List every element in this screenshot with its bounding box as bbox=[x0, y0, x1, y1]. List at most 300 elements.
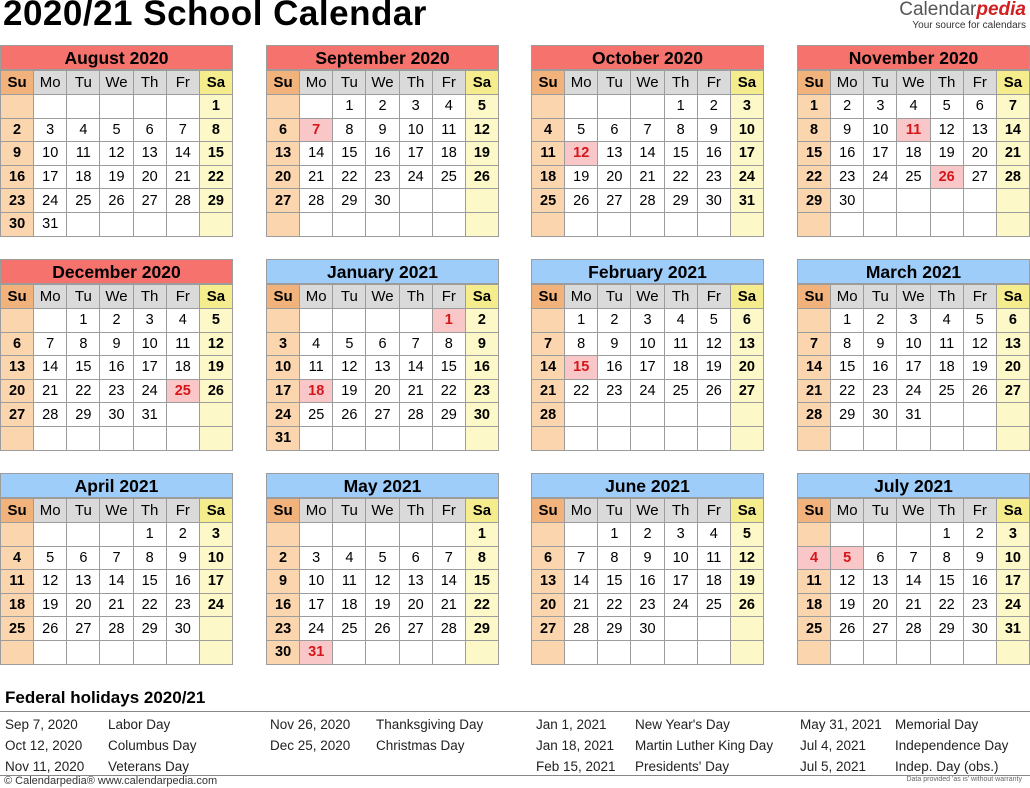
day-cell[interactable]: 16 bbox=[267, 593, 300, 617]
day-cell[interactable]: 13 bbox=[598, 142, 631, 166]
day-cell[interactable]: 8 bbox=[199, 118, 232, 142]
day-cell[interactable]: 17 bbox=[199, 570, 232, 594]
day-cell[interactable]: 3 bbox=[664, 523, 697, 547]
day-cell[interactable]: 10 bbox=[399, 118, 432, 142]
day-cell[interactable]: 21 bbox=[565, 593, 598, 617]
day-cell[interactable]: 3 bbox=[864, 95, 897, 119]
day-cell[interactable]: 19 bbox=[831, 593, 864, 617]
day-cell[interactable]: 2 bbox=[465, 309, 498, 333]
day-cell[interactable]: 28 bbox=[798, 403, 831, 427]
day-cell[interactable]: 5 bbox=[831, 546, 864, 570]
day-cell[interactable]: 23 bbox=[963, 593, 996, 617]
day-cell[interactable]: 6 bbox=[598, 118, 631, 142]
day-cell[interactable]: 11 bbox=[432, 118, 465, 142]
day-cell[interactable]: 10 bbox=[897, 332, 930, 356]
day-cell[interactable]: 15 bbox=[432, 356, 465, 380]
day-cell[interactable]: 20 bbox=[399, 593, 432, 617]
day-cell[interactable]: 30 bbox=[1, 212, 34, 236]
day-cell[interactable]: 5 bbox=[333, 332, 366, 356]
day-cell[interactable]: 8 bbox=[67, 332, 100, 356]
day-cell[interactable]: 22 bbox=[432, 379, 465, 403]
day-cell[interactable]: 12 bbox=[333, 356, 366, 380]
day-cell[interactable]: 8 bbox=[432, 332, 465, 356]
day-cell[interactable]: 27 bbox=[864, 617, 897, 641]
day-cell[interactable]: 25 bbox=[67, 189, 100, 213]
day-cell[interactable]: 28 bbox=[565, 617, 598, 641]
day-cell[interactable]: 1 bbox=[930, 523, 963, 547]
day-cell[interactable]: 23 bbox=[1, 189, 34, 213]
day-cell[interactable]: 19 bbox=[199, 356, 232, 380]
day-cell[interactable]: 26 bbox=[199, 379, 232, 403]
day-cell[interactable]: 27 bbox=[399, 617, 432, 641]
day-cell[interactable]: 21 bbox=[166, 165, 199, 189]
day-cell[interactable]: 21 bbox=[798, 379, 831, 403]
day-cell[interactable]: 14 bbox=[631, 142, 664, 166]
day-cell[interactable]: 21 bbox=[631, 165, 664, 189]
day-cell[interactable]: 24 bbox=[897, 379, 930, 403]
day-cell[interactable]: 6 bbox=[996, 309, 1029, 333]
day-cell[interactable]: 27 bbox=[963, 165, 996, 189]
day-cell[interactable]: 1 bbox=[565, 309, 598, 333]
day-cell[interactable]: 26 bbox=[333, 403, 366, 427]
day-cell[interactable]: 6 bbox=[267, 118, 300, 142]
day-cell[interactable]: 17 bbox=[996, 570, 1029, 594]
day-cell[interactable]: 10 bbox=[267, 356, 300, 380]
day-cell[interactable]: 18 bbox=[697, 570, 730, 594]
day-cell[interactable]: 25 bbox=[897, 165, 930, 189]
day-cell[interactable]: 17 bbox=[664, 570, 697, 594]
day-cell[interactable]: 10 bbox=[730, 118, 763, 142]
day-cell[interactable]: 13 bbox=[1, 356, 34, 380]
day-cell[interactable]: 15 bbox=[67, 356, 100, 380]
day-cell[interactable]: 4 bbox=[432, 95, 465, 119]
day-cell[interactable]: 6 bbox=[864, 546, 897, 570]
day-cell[interactable]: 7 bbox=[565, 546, 598, 570]
day-cell[interactable]: 11 bbox=[532, 142, 565, 166]
day-cell[interactable]: 4 bbox=[897, 95, 930, 119]
day-cell[interactable]: 2 bbox=[697, 95, 730, 119]
day-cell[interactable]: 24 bbox=[34, 189, 67, 213]
day-cell[interactable]: 23 bbox=[864, 379, 897, 403]
day-cell[interactable]: 19 bbox=[697, 356, 730, 380]
day-cell[interactable]: 29 bbox=[133, 617, 166, 641]
day-cell[interactable]: 10 bbox=[133, 332, 166, 356]
day-cell[interactable]: 22 bbox=[598, 593, 631, 617]
day-cell[interactable]: 5 bbox=[366, 546, 399, 570]
day-cell[interactable]: 20 bbox=[67, 593, 100, 617]
day-cell[interactable]: 6 bbox=[399, 546, 432, 570]
day-cell[interactable]: 1 bbox=[133, 523, 166, 547]
day-cell[interactable]: 24 bbox=[864, 165, 897, 189]
day-cell[interactable]: 7 bbox=[432, 546, 465, 570]
day-cell[interactable]: 4 bbox=[532, 118, 565, 142]
day-cell[interactable]: 13 bbox=[532, 570, 565, 594]
day-cell[interactable]: 29 bbox=[465, 617, 498, 641]
brand-logo[interactable] bbox=[899, 0, 1026, 31]
day-cell[interactable]: 2 bbox=[631, 523, 664, 547]
day-cell[interactable]: 2 bbox=[864, 309, 897, 333]
day-cell[interactable]: 6 bbox=[532, 546, 565, 570]
day-cell[interactable]: 31 bbox=[897, 403, 930, 427]
day-cell[interactable]: 8 bbox=[831, 332, 864, 356]
day-cell[interactable]: 19 bbox=[465, 142, 498, 166]
day-cell[interactable]: 3 bbox=[199, 523, 232, 547]
day-cell[interactable]: 22 bbox=[67, 379, 100, 403]
day-cell[interactable]: 3 bbox=[399, 95, 432, 119]
day-cell[interactable]: 16 bbox=[1, 165, 34, 189]
day-cell[interactable]: 3 bbox=[631, 309, 664, 333]
day-cell[interactable]: 28 bbox=[166, 189, 199, 213]
day-cell[interactable]: 23 bbox=[697, 165, 730, 189]
day-cell[interactable]: 31 bbox=[730, 189, 763, 213]
day-cell[interactable]: 13 bbox=[67, 570, 100, 594]
day-cell[interactable]: 31 bbox=[996, 617, 1029, 641]
day-cell[interactable]: 9 bbox=[864, 332, 897, 356]
day-cell[interactable]: 25 bbox=[333, 617, 366, 641]
day-cell[interactable]: 16 bbox=[697, 142, 730, 166]
day-cell[interactable]: 20 bbox=[598, 165, 631, 189]
day-cell[interactable]: 14 bbox=[798, 356, 831, 380]
day-cell[interactable]: 14 bbox=[565, 570, 598, 594]
day-cell[interactable]: 15 bbox=[598, 570, 631, 594]
day-cell[interactable]: 7 bbox=[399, 332, 432, 356]
day-cell[interactable]: 7 bbox=[798, 332, 831, 356]
day-cell[interactable]: 19 bbox=[333, 379, 366, 403]
day-cell[interactable]: 25 bbox=[432, 165, 465, 189]
day-cell[interactable]: 4 bbox=[166, 309, 199, 333]
day-cell[interactable]: 26 bbox=[565, 189, 598, 213]
day-cell[interactable]: 9 bbox=[366, 118, 399, 142]
day-cell[interactable]: 30 bbox=[864, 403, 897, 427]
day-cell[interactable]: 11 bbox=[67, 142, 100, 166]
day-cell[interactable]: 27 bbox=[267, 189, 300, 213]
day-cell[interactable]: 23 bbox=[100, 379, 133, 403]
day-cell[interactable]: 29 bbox=[831, 403, 864, 427]
day-cell[interactable]: 27 bbox=[996, 379, 1029, 403]
day-cell[interactable]: 15 bbox=[831, 356, 864, 380]
day-cell[interactable]: 22 bbox=[930, 593, 963, 617]
day-cell[interactable]: 1 bbox=[199, 95, 232, 119]
day-cell[interactable]: 6 bbox=[133, 118, 166, 142]
day-cell[interactable]: 28 bbox=[996, 165, 1029, 189]
day-cell[interactable]: 30 bbox=[100, 403, 133, 427]
day-cell[interactable]: 31 bbox=[267, 426, 300, 450]
day-cell[interactable]: 18 bbox=[432, 142, 465, 166]
day-cell[interactable]: 8 bbox=[465, 546, 498, 570]
day-cell[interactable]: 12 bbox=[199, 332, 232, 356]
day-cell[interactable]: 16 bbox=[598, 356, 631, 380]
day-cell[interactable]: 5 bbox=[199, 309, 232, 333]
day-cell[interactable]: 19 bbox=[366, 593, 399, 617]
day-cell[interactable]: 15 bbox=[465, 570, 498, 594]
day-cell[interactable]: 8 bbox=[333, 118, 366, 142]
day-cell[interactable]: 29 bbox=[333, 189, 366, 213]
day-cell[interactable]: 21 bbox=[897, 593, 930, 617]
day-cell[interactable]: 22 bbox=[664, 165, 697, 189]
day-cell[interactable]: 24 bbox=[133, 379, 166, 403]
day-cell[interactable]: 25 bbox=[532, 189, 565, 213]
day-cell[interactable]: 22 bbox=[333, 165, 366, 189]
day-cell[interactable]: 14 bbox=[532, 356, 565, 380]
day-cell[interactable]: 22 bbox=[133, 593, 166, 617]
day-cell[interactable]: 11 bbox=[333, 570, 366, 594]
day-cell[interactable]: 5 bbox=[930, 95, 963, 119]
day-cell[interactable]: 12 bbox=[831, 570, 864, 594]
day-cell[interactable]: 17 bbox=[897, 356, 930, 380]
day-cell[interactable]: 9 bbox=[1, 142, 34, 166]
day-cell[interactable]: 10 bbox=[631, 332, 664, 356]
day-cell[interactable]: 17 bbox=[133, 356, 166, 380]
day-cell[interactable]: 18 bbox=[67, 165, 100, 189]
day-cell[interactable]: 14 bbox=[300, 142, 333, 166]
day-cell[interactable]: 27 bbox=[598, 189, 631, 213]
day-cell[interactable]: 7 bbox=[100, 546, 133, 570]
day-cell[interactable]: 8 bbox=[798, 118, 831, 142]
day-cell[interactable]: 11 bbox=[697, 546, 730, 570]
day-cell[interactable]: 23 bbox=[831, 165, 864, 189]
day-cell[interactable]: 29 bbox=[67, 403, 100, 427]
day-cell[interactable]: 14 bbox=[432, 570, 465, 594]
day-cell[interactable]: 4 bbox=[798, 546, 831, 570]
day-cell[interactable]: 12 bbox=[930, 118, 963, 142]
day-cell[interactable]: 15 bbox=[565, 356, 598, 380]
day-cell[interactable]: 24 bbox=[199, 593, 232, 617]
day-cell[interactable]: 13 bbox=[366, 356, 399, 380]
day-cell[interactable]: 24 bbox=[996, 593, 1029, 617]
day-cell[interactable]: 3 bbox=[897, 309, 930, 333]
day-cell[interactable]: 20 bbox=[963, 142, 996, 166]
day-cell[interactable]: 11 bbox=[664, 332, 697, 356]
day-cell[interactable]: 2 bbox=[366, 95, 399, 119]
day-cell[interactable]: 21 bbox=[100, 593, 133, 617]
day-cell[interactable]: 18 bbox=[300, 379, 333, 403]
day-cell[interactable]: 6 bbox=[366, 332, 399, 356]
day-cell[interactable]: 27 bbox=[67, 617, 100, 641]
day-cell[interactable]: 24 bbox=[300, 617, 333, 641]
day-cell[interactable]: 16 bbox=[465, 356, 498, 380]
day-cell[interactable]: 20 bbox=[267, 165, 300, 189]
day-cell[interactable]: 17 bbox=[267, 379, 300, 403]
day-cell[interactable]: 16 bbox=[831, 142, 864, 166]
day-cell[interactable]: 28 bbox=[532, 403, 565, 427]
day-cell[interactable]: 30 bbox=[697, 189, 730, 213]
day-cell[interactable]: 18 bbox=[166, 356, 199, 380]
day-cell[interactable]: 7 bbox=[300, 118, 333, 142]
day-cell[interactable]: 10 bbox=[664, 546, 697, 570]
day-cell[interactable]: 2 bbox=[831, 95, 864, 119]
day-cell[interactable]: 31 bbox=[133, 403, 166, 427]
day-cell[interactable]: 26 bbox=[930, 165, 963, 189]
day-cell[interactable]: 1 bbox=[432, 309, 465, 333]
day-cell[interactable]: 5 bbox=[565, 118, 598, 142]
day-cell[interactable]: 18 bbox=[1, 593, 34, 617]
day-cell[interactable]: 16 bbox=[631, 570, 664, 594]
day-cell[interactable]: 3 bbox=[300, 546, 333, 570]
day-cell[interactable]: 4 bbox=[333, 546, 366, 570]
day-cell[interactable]: 1 bbox=[465, 523, 498, 547]
day-cell[interactable]: 4 bbox=[697, 523, 730, 547]
day-cell[interactable]: 6 bbox=[1, 332, 34, 356]
day-cell[interactable]: 25 bbox=[930, 379, 963, 403]
day-cell[interactable]: 1 bbox=[664, 95, 697, 119]
day-cell[interactable]: 24 bbox=[399, 165, 432, 189]
day-cell[interactable]: 8 bbox=[598, 546, 631, 570]
day-cell[interactable]: 18 bbox=[532, 165, 565, 189]
day-cell[interactable]: 21 bbox=[300, 165, 333, 189]
day-cell[interactable]: 12 bbox=[34, 570, 67, 594]
day-cell[interactable]: 23 bbox=[366, 165, 399, 189]
day-cell[interactable]: 10 bbox=[199, 546, 232, 570]
day-cell[interactable]: 4 bbox=[1, 546, 34, 570]
day-cell[interactable]: 3 bbox=[34, 118, 67, 142]
day-cell[interactable]: 1 bbox=[333, 95, 366, 119]
day-cell[interactable]: 6 bbox=[730, 309, 763, 333]
day-cell[interactable]: 20 bbox=[532, 593, 565, 617]
day-cell[interactable]: 4 bbox=[300, 332, 333, 356]
day-cell[interactable]: 30 bbox=[831, 189, 864, 213]
day-cell[interactable]: 29 bbox=[664, 189, 697, 213]
day-cell[interactable]: 23 bbox=[631, 593, 664, 617]
day-cell[interactable]: 5 bbox=[100, 118, 133, 142]
day-cell[interactable]: 13 bbox=[864, 570, 897, 594]
day-cell[interactable]: 12 bbox=[963, 332, 996, 356]
day-cell[interactable]: 21 bbox=[399, 379, 432, 403]
day-cell[interactable]: 17 bbox=[631, 356, 664, 380]
day-cell[interactable]: 19 bbox=[930, 142, 963, 166]
day-cell[interactable]: 18 bbox=[897, 142, 930, 166]
day-cell[interactable]: 26 bbox=[730, 593, 763, 617]
day-cell[interactable]: 20 bbox=[996, 356, 1029, 380]
day-cell[interactable]: 9 bbox=[465, 332, 498, 356]
day-cell[interactable]: 28 bbox=[399, 403, 432, 427]
day-cell[interactable]: 16 bbox=[166, 570, 199, 594]
day-cell[interactable]: 15 bbox=[133, 570, 166, 594]
day-cell[interactable]: 9 bbox=[267, 570, 300, 594]
day-cell[interactable]: 22 bbox=[831, 379, 864, 403]
day-cell[interactable]: 18 bbox=[664, 356, 697, 380]
day-cell[interactable]: 12 bbox=[465, 118, 498, 142]
day-cell[interactable]: 29 bbox=[432, 403, 465, 427]
day-cell[interactable]: 26 bbox=[831, 617, 864, 641]
day-cell[interactable]: 17 bbox=[300, 593, 333, 617]
day-cell[interactable]: 5 bbox=[730, 523, 763, 547]
day-cell[interactable]: 6 bbox=[67, 546, 100, 570]
day-cell[interactable]: 21 bbox=[432, 593, 465, 617]
day-cell[interactable]: 17 bbox=[864, 142, 897, 166]
day-cell[interactable]: 29 bbox=[199, 189, 232, 213]
day-cell[interactable]: 4 bbox=[930, 309, 963, 333]
day-cell[interactable]: 7 bbox=[532, 332, 565, 356]
day-cell[interactable]: 23 bbox=[166, 593, 199, 617]
day-cell[interactable]: 8 bbox=[664, 118, 697, 142]
day-cell[interactable]: 25 bbox=[300, 403, 333, 427]
day-cell[interactable]: 3 bbox=[133, 309, 166, 333]
day-cell[interactable]: 7 bbox=[996, 95, 1029, 119]
day-cell[interactable]: 31 bbox=[34, 212, 67, 236]
day-cell[interactable]: 21 bbox=[532, 379, 565, 403]
day-cell[interactable]: 26 bbox=[697, 379, 730, 403]
day-cell[interactable]: 24 bbox=[267, 403, 300, 427]
day-cell[interactable]: 14 bbox=[897, 570, 930, 594]
day-cell[interactable]: 22 bbox=[565, 379, 598, 403]
day-cell[interactable]: 30 bbox=[366, 189, 399, 213]
day-cell[interactable]: 1 bbox=[798, 95, 831, 119]
day-cell[interactable]: 24 bbox=[730, 165, 763, 189]
day-cell[interactable]: 14 bbox=[399, 356, 432, 380]
day-cell[interactable]: 17 bbox=[34, 165, 67, 189]
day-cell[interactable]: 26 bbox=[963, 379, 996, 403]
day-cell[interactable]: 11 bbox=[300, 356, 333, 380]
day-cell[interactable]: 28 bbox=[631, 189, 664, 213]
day-cell[interactable]: 14 bbox=[34, 356, 67, 380]
day-cell[interactable]: 16 bbox=[963, 570, 996, 594]
day-cell[interactable]: 9 bbox=[100, 332, 133, 356]
day-cell[interactable]: 9 bbox=[166, 546, 199, 570]
day-cell[interactable]: 25 bbox=[664, 379, 697, 403]
day-cell[interactable]: 5 bbox=[465, 95, 498, 119]
day-cell[interactable]: 2 bbox=[100, 309, 133, 333]
day-cell[interactable]: 4 bbox=[67, 118, 100, 142]
day-cell[interactable]: 22 bbox=[465, 593, 498, 617]
day-cell[interactable]: 11 bbox=[1, 570, 34, 594]
day-cell[interactable]: 20 bbox=[864, 593, 897, 617]
day-cell[interactable]: 20 bbox=[133, 165, 166, 189]
day-cell[interactable]: 2 bbox=[267, 546, 300, 570]
day-cell[interactable]: 2 bbox=[166, 523, 199, 547]
day-cell[interactable]: 14 bbox=[100, 570, 133, 594]
day-cell[interactable]: 16 bbox=[864, 356, 897, 380]
day-cell[interactable]: 16 bbox=[366, 142, 399, 166]
day-cell[interactable]: 15 bbox=[333, 142, 366, 166]
day-cell[interactable]: 21 bbox=[34, 379, 67, 403]
day-cell[interactable]: 28 bbox=[300, 189, 333, 213]
day-cell[interactable]: 20 bbox=[1, 379, 34, 403]
day-cell[interactable]: 17 bbox=[399, 142, 432, 166]
day-cell[interactable]: 19 bbox=[100, 165, 133, 189]
day-cell[interactable]: 7 bbox=[897, 546, 930, 570]
day-cell[interactable]: 5 bbox=[963, 309, 996, 333]
day-cell[interactable]: 14 bbox=[996, 118, 1029, 142]
day-cell[interactable]: 27 bbox=[730, 379, 763, 403]
day-cell[interactable]: 26 bbox=[34, 617, 67, 641]
day-cell[interactable]: 14 bbox=[166, 142, 199, 166]
day-cell[interactable]: 3 bbox=[730, 95, 763, 119]
day-cell[interactable]: 20 bbox=[730, 356, 763, 380]
day-cell[interactable]: 11 bbox=[798, 570, 831, 594]
day-cell[interactable]: 13 bbox=[730, 332, 763, 356]
day-cell[interactable]: 8 bbox=[565, 332, 598, 356]
day-cell[interactable]: 11 bbox=[897, 118, 930, 142]
day-cell[interactable]: 28 bbox=[432, 617, 465, 641]
day-cell[interactable]: 13 bbox=[399, 570, 432, 594]
day-cell[interactable]: 7 bbox=[631, 118, 664, 142]
day-cell[interactable]: 23 bbox=[465, 379, 498, 403]
day-cell[interactable]: 11 bbox=[930, 332, 963, 356]
day-cell[interactable]: 12 bbox=[697, 332, 730, 356]
day-cell[interactable]: 26 bbox=[465, 165, 498, 189]
day-cell[interactable]: 15 bbox=[664, 142, 697, 166]
day-cell[interactable]: 7 bbox=[34, 332, 67, 356]
day-cell[interactable]: 30 bbox=[166, 617, 199, 641]
day-cell[interactable]: 13 bbox=[133, 142, 166, 166]
day-cell[interactable]: 19 bbox=[565, 165, 598, 189]
day-cell[interactable]: 29 bbox=[798, 189, 831, 213]
day-cell[interactable]: 22 bbox=[199, 165, 232, 189]
day-cell[interactable]: 23 bbox=[267, 617, 300, 641]
day-cell[interactable]: 19 bbox=[730, 570, 763, 594]
day-cell[interactable]: 9 bbox=[831, 118, 864, 142]
day-cell[interactable]: 15 bbox=[930, 570, 963, 594]
